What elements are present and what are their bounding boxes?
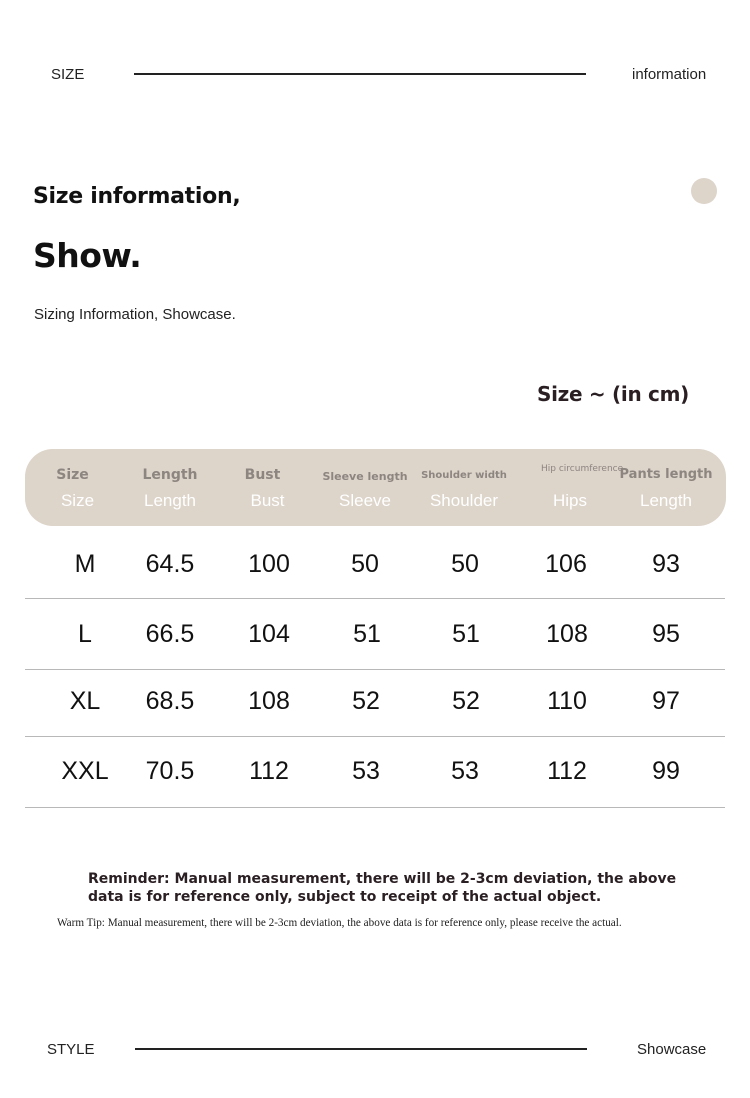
bottom-left-label: STYLE xyxy=(47,1041,95,1058)
bottom-right-label: Showcase xyxy=(637,1041,707,1058)
bust-cell: 108 xyxy=(248,687,290,715)
bust-cell: 112 xyxy=(249,757,289,785)
column-subtitle: Sleeve xyxy=(339,491,391,510)
reminder-note: Reminder: Manual measurement, there will be 2-3cm deviation, the above data is for reference only, subject to receipt of the actual object. xyxy=(88,871,677,905)
table-row xyxy=(25,599,725,670)
length-cell: 68.5 xyxy=(145,687,195,715)
sleeve-cell: 51 xyxy=(353,620,381,648)
column-header-bust xyxy=(230,449,305,526)
shoulder-cell: 52 xyxy=(452,687,480,715)
column-header-shoulder xyxy=(418,449,510,526)
column-subtitle: Length xyxy=(144,491,196,510)
pants-cell: 93 xyxy=(652,550,680,578)
sleeve-cell: 52 xyxy=(352,687,380,715)
column-header-hips xyxy=(535,449,624,526)
length-cell: 66.5 xyxy=(145,620,195,648)
decorative-dot xyxy=(691,178,717,204)
column-header-length xyxy=(130,449,210,526)
size-cell: M xyxy=(74,550,96,578)
shoulder-cell: 51 xyxy=(452,620,480,648)
table-row xyxy=(25,670,725,737)
top-right-label: information xyxy=(632,66,707,83)
column-subtitle: Bust xyxy=(250,491,285,510)
bottom-divider xyxy=(135,1048,587,1050)
heading-line-1: Size information, xyxy=(33,184,241,209)
column-title: Sleeve length xyxy=(322,470,408,483)
shoulder-cell: 53 xyxy=(451,757,479,785)
size-cell: L xyxy=(78,620,92,648)
shoulder-cell: 50 xyxy=(451,550,479,578)
column-subtitle: Hips xyxy=(552,491,587,510)
column-title: Hip circumference xyxy=(541,464,624,474)
unit-label: Size ~ (in cm) xyxy=(537,382,689,406)
hips-cell: 112 xyxy=(547,757,587,785)
heading-line-2: Show. xyxy=(33,236,142,275)
column-subtitle: Size xyxy=(60,491,95,510)
pants-cell: 95 xyxy=(652,620,680,648)
length-cell: 64.5 xyxy=(145,550,195,578)
top-divider xyxy=(134,73,586,75)
column-subtitle: Length xyxy=(640,491,692,510)
column-title: Shoulder width xyxy=(421,470,507,481)
column-subtitle: Shoulder xyxy=(429,491,499,510)
column-header-pants xyxy=(621,449,711,526)
heading-subtitle: Sizing Information, Showcase. xyxy=(34,306,236,323)
pants-cell: 97 xyxy=(652,687,680,715)
size-cell: XXL xyxy=(61,757,109,785)
pants-cell: 99 xyxy=(652,757,680,785)
bust-cell: 104 xyxy=(248,620,290,648)
hips-cell: 108 xyxy=(546,620,588,648)
column-title: Length xyxy=(142,467,198,483)
table-header xyxy=(25,449,726,526)
column-header-size xyxy=(40,449,115,526)
bust-cell: 100 xyxy=(248,550,290,578)
table-row xyxy=(25,737,725,808)
length-cell: 70.5 xyxy=(145,757,195,785)
hips-cell: 110 xyxy=(547,687,587,715)
column-title: Pants length xyxy=(619,467,713,482)
warm-tip-note: Warm Tip: Manual measurement, there will be 2-3cm deviation, the above data is for reference only, please receive the actual. xyxy=(57,917,622,929)
table-row xyxy=(25,530,725,599)
sleeve-cell: 53 xyxy=(352,757,380,785)
column-header-sleeve xyxy=(320,449,410,526)
sleeve-cell: 50 xyxy=(351,550,379,578)
hips-cell: 106 xyxy=(545,550,587,578)
column-title: Bust xyxy=(244,467,281,483)
column-title: Size xyxy=(56,467,89,483)
top-left-label: SIZE xyxy=(51,66,85,83)
size-cell: XL xyxy=(69,687,101,715)
